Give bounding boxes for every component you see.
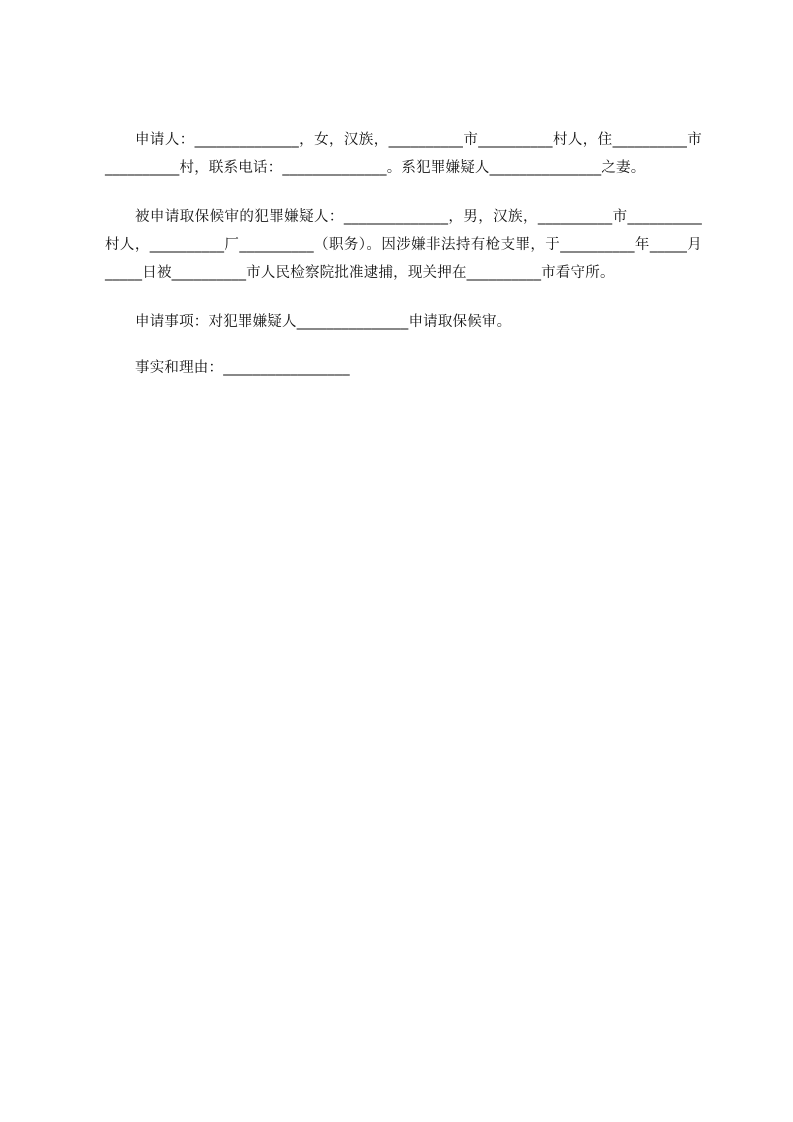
document-body <box>105 126 702 382</box>
application-matter-paragraph: 申请事项：对犯罪嫌疑人_______________申请取保候审。 <box>135 314 512 330</box>
facts-and-reasons-paragraph: 事实和理由：_________________ <box>135 360 350 376</box>
applicant-paragraph: 申请人：______________，女，汉族，__________市__________村人，住__________市__________村，联系电话：______________。系犯罪嫌疑人_______________之妻。 <box>105 132 702 176</box>
suspect-paragraph: 被申请取保候审的犯罪嫌疑人：______________，男，汉族，__________市__________村人，__________厂__________（职务）。因涉嫌非法持有枪支罪，于__________年_____月_____日被__________市人民检察院批准逮捕，现关押在__________市看守所。 <box>105 209 702 281</box>
